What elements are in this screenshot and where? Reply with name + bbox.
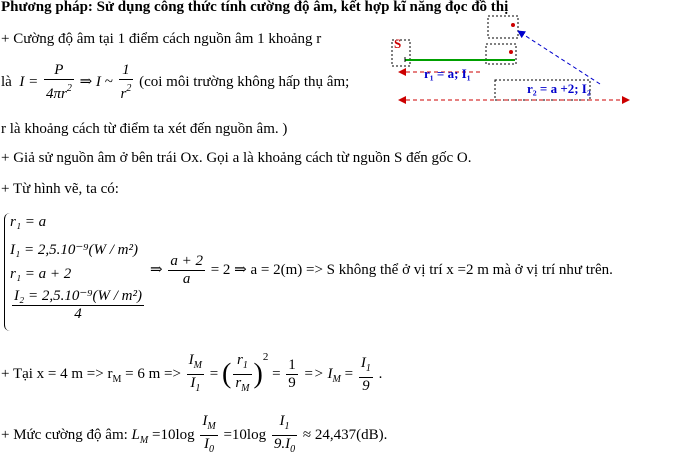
square-exponent: 2 bbox=[262, 351, 269, 363]
i1-den-text: I bbox=[190, 375, 196, 392]
point-m-dot bbox=[511, 23, 515, 27]
blue-pointer-arrow bbox=[518, 31, 600, 84]
ratio-numerator: a + 2 bbox=[170, 253, 203, 269]
i2-fraction bbox=[12, 288, 144, 323]
x4-mid: = 6 m => bbox=[125, 366, 181, 382]
implies-arrow: ⇒ bbox=[150, 261, 163, 278]
fraction-p-over-4pir2 bbox=[44, 62, 74, 103]
denominator-r2 bbox=[119, 80, 134, 103]
i1-9i0-den-sub: 0 bbox=[290, 444, 296, 455]
i1-den-sub: 1 bbox=[195, 383, 201, 395]
im-i0-den bbox=[200, 436, 217, 458]
ratio-fraction bbox=[168, 253, 205, 288]
formula-i: I = bbox=[19, 73, 39, 90]
lm-sub: M bbox=[139, 434, 149, 446]
i1-9i0-num bbox=[272, 413, 297, 436]
x4-prefix: + Tại x = 4 m => r bbox=[1, 366, 113, 382]
i1-9i0-den-text: 9.I bbox=[273, 436, 291, 452]
rm-den-sub: M bbox=[241, 383, 250, 395]
setup-diagram bbox=[385, 12, 635, 112]
position-x4-line bbox=[1, 351, 382, 397]
one-ninth-num: 1 bbox=[288, 357, 296, 374]
log-eq-2: =10log bbox=[223, 426, 267, 443]
im-i0-num-sub: M bbox=[207, 421, 216, 432]
assumption-line: + Giả sử nguồn âm ở bên trái Ox. Gọi a là khoảng cách từ nguồn S đến gốc O. bbox=[1, 150, 472, 166]
intensity-formula-line bbox=[1, 62, 349, 103]
im-i0-den-sub: 0 bbox=[209, 444, 215, 455]
den-r-exponent: 2 bbox=[126, 83, 132, 94]
system-i2 bbox=[10, 288, 146, 323]
left-paren: ( bbox=[221, 358, 232, 390]
i1-den bbox=[187, 375, 204, 397]
prefix-text: là bbox=[1, 73, 12, 90]
source-s-label: S bbox=[394, 36, 402, 51]
result-conclusion: = 2 ⇒ a = 2(m) => S không thể ở vị trí x =2 m mà ở vị trí như trên. bbox=[210, 261, 613, 278]
i1-9i0-den bbox=[272, 436, 297, 458]
r1-num bbox=[233, 352, 251, 375]
fraction-1-over-r2 bbox=[119, 62, 134, 103]
i1-over-9-fraction bbox=[359, 355, 373, 395]
one-ninth-fraction bbox=[286, 357, 298, 392]
rm-den-text: r bbox=[235, 375, 242, 392]
i2-denominator: 4 bbox=[74, 306, 82, 322]
r1-num-text: r bbox=[236, 352, 243, 369]
level-result: ≈ 24,437(dB). bbox=[302, 426, 388, 443]
ratio-denominator: a bbox=[182, 271, 191, 287]
i1-9-num bbox=[359, 355, 373, 378]
system-r1: r₁ = a bbox=[10, 214, 47, 230]
r1-over-rm-fraction bbox=[233, 352, 251, 397]
one-ninth-den: 9 bbox=[288, 375, 296, 392]
rm-sub: M bbox=[112, 374, 122, 385]
implies-im-sub: M bbox=[332, 374, 341, 385]
from-figure-line: + Từ hình vẽ, ta có: bbox=[1, 181, 119, 197]
page-title: Phương pháp: Sử dụng công thức tính cường độ âm, kết hợp kĩ năng đọc đồ thị bbox=[1, 0, 509, 15]
im-i0-num bbox=[200, 413, 217, 436]
i1-9-den: 9 bbox=[362, 377, 370, 394]
r1-num-sub: 1 bbox=[242, 360, 248, 372]
den-r: r bbox=[120, 86, 127, 102]
i1-9i0-num-text: I bbox=[279, 413, 285, 429]
im-i0-num-text: I bbox=[202, 413, 208, 429]
implies-im: => I bbox=[303, 366, 333, 382]
dashed-box-top bbox=[488, 16, 518, 38]
im-i0-den-text: I bbox=[204, 436, 210, 452]
im-over-i0-fraction bbox=[200, 413, 217, 458]
i1-over-9i0-fraction bbox=[272, 413, 297, 458]
numerator-p: P bbox=[44, 62, 74, 80]
im-num-text: I bbox=[188, 352, 194, 369]
system-i1: I₁ = 2,5.10⁻⁹(W / m²) bbox=[10, 242, 138, 258]
eq-sign: = bbox=[209, 366, 219, 382]
implies-proportional: ⇒ I ~ bbox=[79, 73, 113, 90]
denominator-4pir2 bbox=[44, 80, 74, 103]
result-line bbox=[150, 253, 613, 288]
r2-label: r₂ = a +2; I₂ bbox=[527, 81, 591, 96]
level-prefix: + Mức cường độ âm: bbox=[1, 426, 128, 443]
i1-9-num-text: I bbox=[360, 354, 366, 371]
im-num-sub: M bbox=[193, 360, 203, 372]
lm-symbol: L bbox=[131, 426, 140, 443]
r1-label: r₁ = a; I₁ bbox=[424, 66, 471, 81]
line7-end: . bbox=[378, 366, 383, 382]
eq-sign-2: = bbox=[272, 366, 281, 382]
r-definition-line: r là khoảng cách từ điểm ta xét đến nguồn âm. ) bbox=[1, 121, 288, 137]
right-paren: ) bbox=[253, 358, 263, 390]
den-text: 4πr bbox=[45, 86, 67, 102]
eq-sign-3: = bbox=[344, 366, 354, 382]
i1-9-num-sub: 1 bbox=[365, 362, 371, 374]
level-line bbox=[1, 413, 387, 458]
system-r2: r₁ = a + 2 bbox=[10, 266, 72, 282]
log-eq: =10log bbox=[151, 426, 195, 443]
note-text: (coi môi trường không hấp thụ âm; bbox=[139, 73, 350, 90]
intro-line: + Cường độ âm tại 1 điểm cách nguồn âm 1 khoảng r bbox=[1, 31, 322, 47]
numerator-1: 1 bbox=[119, 62, 134, 80]
den-exponent: 2 bbox=[66, 83, 72, 94]
i2-numerator: I₂ = 2,5.10⁻⁹(W / m²) bbox=[14, 288, 142, 304]
rm-den bbox=[233, 375, 251, 397]
im-over-i1-fraction bbox=[187, 352, 204, 397]
im-num bbox=[187, 352, 204, 375]
i1-9i0-num-sub: 1 bbox=[284, 421, 290, 432]
point-1-dot bbox=[509, 50, 513, 54]
